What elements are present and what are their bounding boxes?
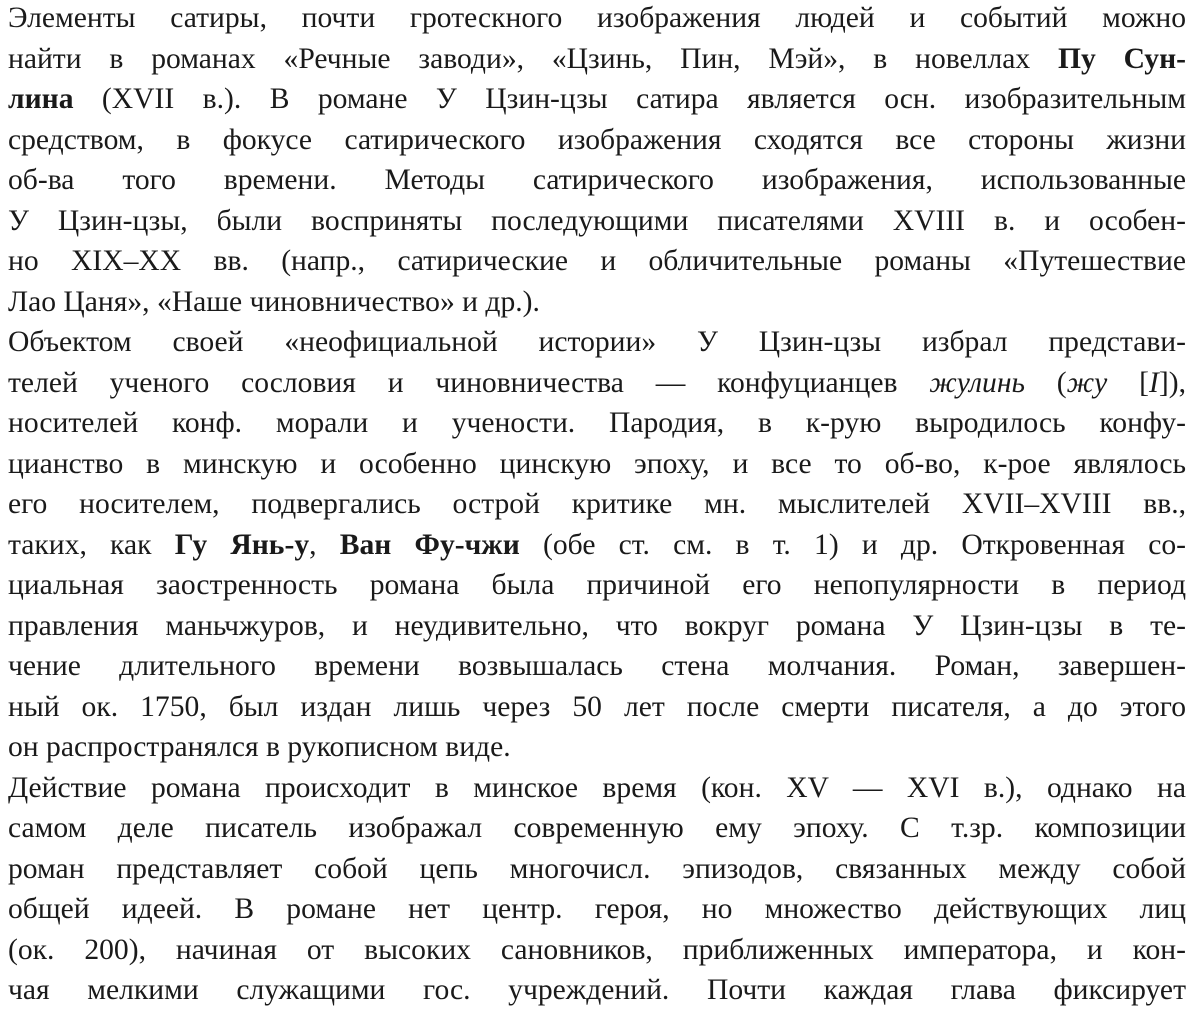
text-line [8,770,1186,806]
text-line [8,851,1186,887]
text-line [8,527,1186,563]
text-run: цианство в минскую и особенно цинскую эпоху, и все то об-во, к-рое являлось [8,447,1186,480]
text-run: Объектом своей «неофициальной истории» У Цзин-цзы избрал представи- [8,326,1186,358]
text-run: Лао Цаня», «Наше чиновничество» и др.). [8,285,540,318]
text-run: (ок. 200), начиная от высоких сановников, приближенных императора, и кон- [8,933,1186,966]
text-line [8,972,1186,1008]
text-line [8,446,1186,482]
text-line [8,284,1186,320]
text-run: общей идеей. В романе нет центр. героя, но множество действующих лиц [8,893,1186,925]
text-line [8,162,1186,198]
document-page [8,0,1186,1016]
text-line [8,891,1186,927]
text-run: У Цзин-цзы, были восприняты последующими писателями XVIII в. и особен- [8,204,1186,237]
text-run: Элементы сатиры, почти гротескного изображения людей и событий можно [8,2,1186,34]
text-run: ный ок. 1750, был издан лишь через 50 лет после смерти писателя, а до этого [8,690,1186,723]
text-line [8,81,1186,117]
text-run: чая мелкими служащими гос. учреждений. Почти каждая глава фиксирует [8,974,1186,1006]
text-line [8,486,1186,522]
text-line [8,608,1186,644]
text-run: самом деле писатель изображал современную ему эпоху. С т.зр. композиции [8,812,1186,844]
text-run: найти в романах «Речные заводи», «Цзинь, Пин, Мэй», в новеллах [8,42,1058,75]
text-line [8,324,1186,360]
text-run: ( [1024,366,1067,399]
text-line [8,810,1186,846]
text-run: роман представляет собой цепь многочисл. эпизодов, связанных между собой [8,852,1186,885]
text-run: правления маньчжуров, и неудивительно, что вокруг романа У Цзин-цзы в те- [8,609,1186,642]
italic-term: жулинь [929,366,1025,399]
text-run: [ [1107,366,1149,399]
text-line [8,648,1186,684]
bold-term: лина [8,83,74,115]
text-line [8,41,1186,77]
text-run: , [309,528,340,561]
text-line [8,122,1186,158]
text-run: но XIX–XX вв. (напр., сатирические и обличительные романы «Путешествие [8,245,1186,277]
text-run: Действие романа происходит в минское время (кон. XV — XVI в.), однако на [8,771,1186,804]
text-run: он распространялся в рукописном виде. [8,731,511,763]
text-run: его носителем, подвергались острой критике мн. мыслителей XVII–XVIII вв., [8,488,1186,520]
text-line [8,405,1186,441]
text-line [8,729,1186,765]
text-line [8,689,1186,725]
text-line [8,567,1186,603]
text-run: (XVII в.). В романе У Цзин-цзы сатира является осн. изобразительным [73,83,1186,115]
italic-term: I [1149,366,1159,399]
text-run: ]), [1158,366,1186,399]
text-run: средством, в фокусе сатирического изображения сходятся все стороны жизни [8,123,1186,156]
text-run: (обе ст. см. в т. 1) и др. Откровенная со- [519,528,1186,561]
bold-term: Гу Янь-у [174,528,310,561]
text-line [8,203,1186,239]
text-line [8,0,1186,36]
text-run: чение длительного времени возвышалась стена молчания. Роман, завершен- [8,650,1186,682]
text-line [8,365,1186,401]
text-run: об-ва того времени. Методы сатирического изображения, использованные [8,164,1186,196]
bold-term: Ван Фу-чжи [339,528,520,561]
text-line [8,932,1186,968]
text-run: телей ученого сословия и чиновничества — конфуцианцев [8,366,930,399]
bold-term: Пу Сун- [1058,42,1186,75]
italic-term: жу [1066,366,1108,399]
text-run: таких, как [8,528,175,561]
text-line [8,243,1186,279]
text-run: циальная заостренность романа была причиной его непопулярности в период [8,569,1186,601]
text-run: носителей конф. морали и учености. Пародия, в к-рую выродилось конфу- [8,407,1186,439]
